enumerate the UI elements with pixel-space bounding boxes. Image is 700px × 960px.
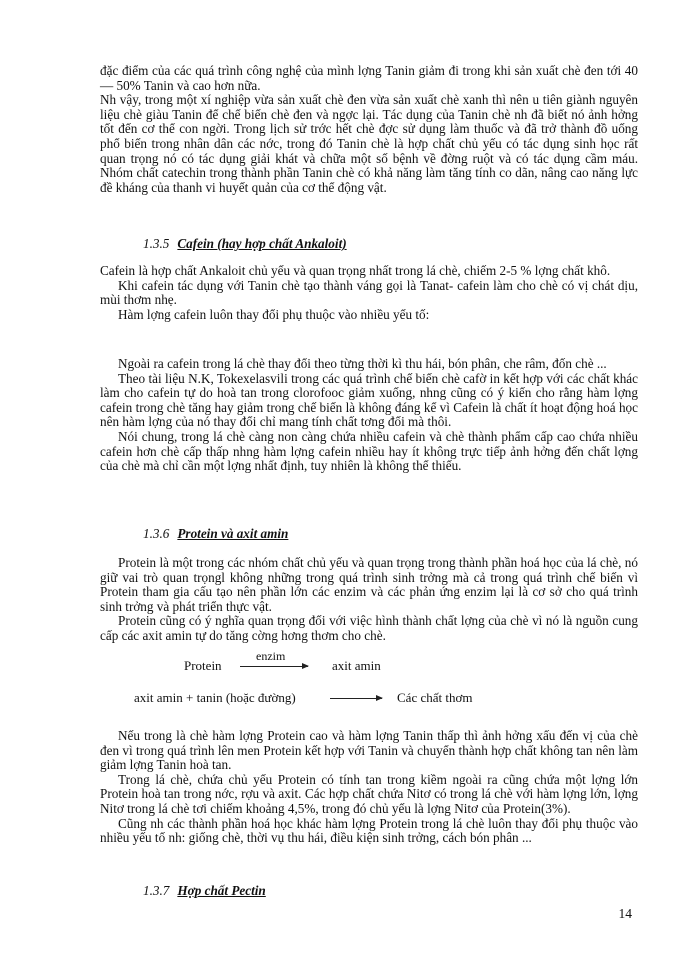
section-title: Cafein (hay hợp chất Ankaloit)	[177, 236, 347, 251]
protein-text-block	[100, 556, 638, 644]
reaction-1-left: Protein	[184, 658, 222, 673]
reaction-1-enzyme: enzim	[256, 649, 286, 663]
paragraph: Khi cafein tác dụng với Tanin chè tạo thành váng gọi là Tanat- cafein làm cho chè có vị chát dịu, mùi thơm nhẹ.	[100, 277, 638, 308]
reaction-1-arrow	[240, 666, 308, 667]
paragraph: Nói chung, trong lá chè càng non càng chứa nhiều cafein và chè thành phẩm cấp cao chứa nhiều cafein hơn chè cấp thấp nhng hàm lợng cafein nhiều hay ít không trực tiếp ảnh hởng đến chất lợng của chè mà chỉ cần một lợng nhất định, tuy nhiên là không thể thiếu.	[100, 428, 638, 474]
section-heading-1-3-6	[143, 526, 288, 542]
paragraph: Cafein là hợp chất Ankaloit chủ yếu và quan trọng nhất trong lá chè, chiếm 2-5 % lợng chất khô.	[100, 263, 611, 278]
paragraph: Theo tài liệu N.K, Tokexelasvili trong các quá trình chế biến chè cafờ in kết hợp với các chất khác làm cho cafein tự do hoà tan trong clorofooc giảm xuống, nhng cũng có ý kiến cho rằng hàm lợng cafein trong chè tăng hay giảm trong chế biến là không đáng kể vì Cafein là chất ít hoạt động hoá học nên hàm lợng của nó thay đổi chỉ mang tính chất tơng đối mà thôi.	[100, 370, 638, 430]
section-title: Protein và axit amin	[177, 526, 289, 541]
paragraph: Protein cũng có ý nghĩa quan trọng đối với việc hình thành chất lợng của chè vì nó là nguồn cung cấp các axit amin tự do tăng cờng hơng thơm cho chè.	[100, 613, 638, 643]
reaction-1-right: axit amin	[332, 658, 381, 673]
section-number: 1.3.7	[143, 883, 170, 898]
paragraph: Ngoài ra cafein trong lá chè thay đổi theo từng thời kì thu hái, bón phân, che râm, đốn chè ...	[118, 356, 607, 371]
paragraph: Nếu trong là chè hàm lợng Protein cao và hàm lợng Tanin thấp thì ảnh hởng xấu đến vị của chè đen vì trong quá trình lên men Protein kết hợp với Tanin và chuyển thành hợp chất không tan nên làm giảm lợng Tanin hoà tan.	[100, 728, 638, 773]
section-number: 1.3.5	[143, 236, 170, 251]
paragraph: Cũng nh các thành phần hoá học khác hàm lợng Protein trong lá chè luôn thay đổi phụ thuộc vào nhiều yếu tố nh: giống chè, thời vụ thu hái, điều kiện sinh trởng, cách bón phân ...	[100, 815, 638, 846]
page-number: 14	[618, 906, 632, 921]
paragraph: Hàm lợng cafein luôn thay đổi phụ thuộc vào nhiều yếu tố:	[118, 306, 430, 322]
intro-text-block	[100, 64, 638, 195]
protein-text-block-2	[100, 729, 638, 846]
reaction-2-right: Các chất thơm	[397, 690, 473, 705]
paragraph: Nh vậy, trong một xí nghiệp vừa sản xuất chè đen vừa sản xuất chè xanh thì nên u tiên giành nguyên liệu chè giàu Tanin để chế biến chè đen và ngợc lại. Tác dụng của Tanin chè nh đã biết nó ảnh hởng tốt đến cơ thể con ngời. Trong lịch sử trớc hết chè đợc sử dụng làm thuốc và đã trở thành đồ uống phổ biến trong nhân dân các nớc, trong đó Tanin chè là hợp chất chủ yếu có tác dụng sinh học rất quan trọng nó có tác dụng giải khát và chữa một số bệnh về đờng ruột và có tác dụng cầm máu. Nhóm chất catechin trong thành phần Tanin chè có khả năng làm tăng tính co dãn, nâng cao năng lực đề kháng của thanh vi huyết quản của cơ thể động vật.	[100, 92, 638, 195]
reaction-2-arrow	[330, 698, 382, 699]
reaction-2-left: axit amin + tanin (hoặc đường)	[134, 690, 296, 705]
paragraph: Protein là một trong các nhóm chất chủ yếu và quan trọng trong thành phần hoá học của lá chè, nó giữ vai trò quan trọngl không những trong quá trình sinh trởng mà cả trong quá trình chế biến vì Protein tham gia cấu tạo nên phần lớn các enzim và các phản ứng enzim lại là cơ sở cho quá trình sinh trởng và phát triển thực vật.	[100, 555, 638, 614]
section-number: 1.3.6	[143, 526, 170, 541]
section-heading-1-3-7	[143, 883, 266, 899]
section-heading-1-3-5	[143, 236, 347, 252]
cafein-text-block-2	[100, 357, 638, 474]
paragraph: Trong lá chè, chứa chủ yếu Protein có tính tan trong kiềm ngoài ra cũng chứa một lợng lớn Protein hoà tan trong nớc, rợu và axit. Các hợp chất chứa Nitơ có trong lá chè với hàm lợng lớn, lợng Nitơ trong lá chè tơi chiếm khoảng 4,5%, trong đó chủ yếu là lợng Nitơ của Protein(3%).	[100, 771, 638, 816]
paragraph: đặc điểm của các quá trình công nghệ của mình lợng Tanin giảm đi trong khi sản xuất chè đen tới 40 — 50% Tanin và cao hơn nữa.	[100, 63, 638, 93]
cafein-text-block	[100, 264, 638, 322]
section-title: Hợp chất Pectin	[177, 883, 266, 898]
